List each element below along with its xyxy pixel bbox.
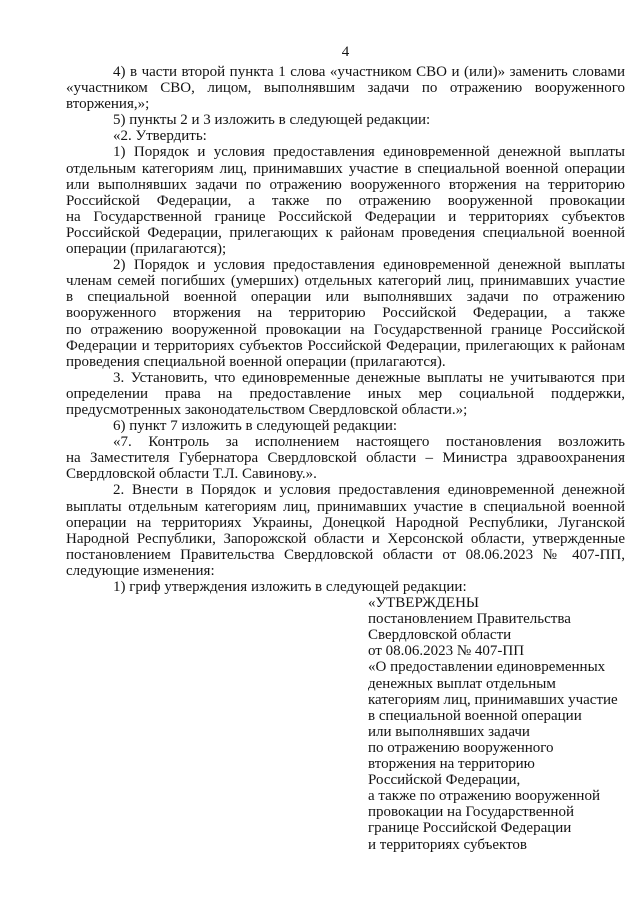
text-line: по отражению вооруженной провокации на Государственной границе Российской xyxy=(66,321,625,338)
approval-line: а также по отражению вооруженной xyxy=(368,788,600,805)
text-line: операции на территориях Украины, Донецкой Народной Республики, Луганской xyxy=(66,514,625,531)
text-line: 6) пункт 7 изложить в следующей редакции: xyxy=(113,418,398,435)
approval-line: границе Российской Федерации xyxy=(368,820,572,837)
approval-line: Свердловской области xyxy=(368,627,512,644)
text-line: предусмотренных законодательством Свердловской области.»; xyxy=(66,401,468,418)
approval-line: от 08.06.2023 № 407-ПП xyxy=(368,643,525,660)
text-line: 2) Порядок и условия предоставления единовременной денежной выплаты xyxy=(113,257,625,274)
text-line: выплаты отдельным категориям лиц, принимавших участие в специальной военной xyxy=(66,498,625,515)
text-line: операции (прилагаются); xyxy=(66,241,227,258)
text-line: Народной Республики, Запорожской области и Херсонской области, утвержденные xyxy=(66,530,625,547)
text-line: «2. Утвердить: xyxy=(113,128,207,145)
text-line: 5) пункты 2 и 3 изложить в следующей редакции: xyxy=(113,112,431,129)
text-line: Федерации и территориях субъектов Российской Федерации, прилегающих к районам xyxy=(66,337,625,354)
text-line: членам семей погибших (умерших) отдельных категорий лиц, принимавших участие xyxy=(66,273,625,290)
approval-line: в специальной военной операции xyxy=(368,707,582,724)
text-line: на Государственной границе Российской Федерации и территориях субъектов xyxy=(66,208,625,225)
text-line: постановлением Правительства Свердловской области от 08.06.2023 № 407-ПП, xyxy=(66,546,625,563)
text-line: вооруженного вторжения на территорию Российской Федерации, а также xyxy=(66,305,625,322)
text-line: Свердловской области Т.Л. Савинову.». xyxy=(66,466,317,483)
page-number: 4 xyxy=(341,44,350,60)
text-line: 3. Установить, что единовременные денежные выплаты не учитываются при xyxy=(113,369,625,386)
approval-line: постановлением Правительства xyxy=(368,611,571,628)
text-line: 4) в части второй пункта 1 слова «участником СВО и (или)» заменить словами xyxy=(113,64,625,80)
text-line: определении права на предоставление иных мер социальной поддержки, xyxy=(66,385,625,402)
document-body xyxy=(66,64,625,595)
approval-line: провокации на Государственной xyxy=(368,804,574,821)
approval-line: Российской Федерации, xyxy=(368,772,521,789)
approval-line: денежных выплат отдельным xyxy=(368,675,556,692)
document-text-column xyxy=(66,44,625,853)
text-line: или выполнявших задачи по отражению вооруженного вторжения на территорию xyxy=(66,176,625,193)
approval-line: или выполнявших задачи xyxy=(368,723,530,740)
approval-line: категориям лиц, принимавших участие xyxy=(368,691,618,708)
text-line: вторжения,»; xyxy=(66,96,150,113)
text-line: 1) гриф утверждения изложить в следующей редакции: xyxy=(113,579,467,595)
text-line: 2. Внести в Порядок и условия предоставления единовременной денежной xyxy=(113,482,625,499)
approval-block xyxy=(368,595,625,853)
text-line: Российской Федерации, а также по отражению вооруженной провокации xyxy=(66,192,625,209)
text-line: «участником СВО, лицом, выполнявшим задачи по отражению вооруженного xyxy=(66,80,625,97)
approval-line: «О предоставлении единовременных xyxy=(368,659,606,676)
text-line: на Заместителя Губернатора Свердловской области – Министра здравоохранения xyxy=(66,450,625,467)
approval-line: «УТВЕРЖДЕНЫ xyxy=(368,595,480,612)
text-line: Российской Федерации, прилегающих к районам проведения специальной военной xyxy=(66,224,625,241)
text-line: отдельным категориям лиц, принимавших участие в специальной военной операции xyxy=(66,160,625,177)
text-line: в специальной военной операции или выполнявших задачи по отражению xyxy=(66,289,625,306)
approval-line: по отражению вооруженного xyxy=(368,739,554,756)
approval-line: вторжения на территорию xyxy=(368,756,535,773)
text-line: 1) Порядок и условия предоставления единовременной денежной выплаты xyxy=(113,144,625,161)
approval-line: и территориях субъектов xyxy=(368,836,528,853)
text-line: «7. Контроль за исполнением настоящего постановления возложить xyxy=(113,434,625,451)
text-line: следующие изменения: xyxy=(66,562,215,579)
text-line: проведения специальной военной операции (прилагаются). xyxy=(66,353,446,370)
